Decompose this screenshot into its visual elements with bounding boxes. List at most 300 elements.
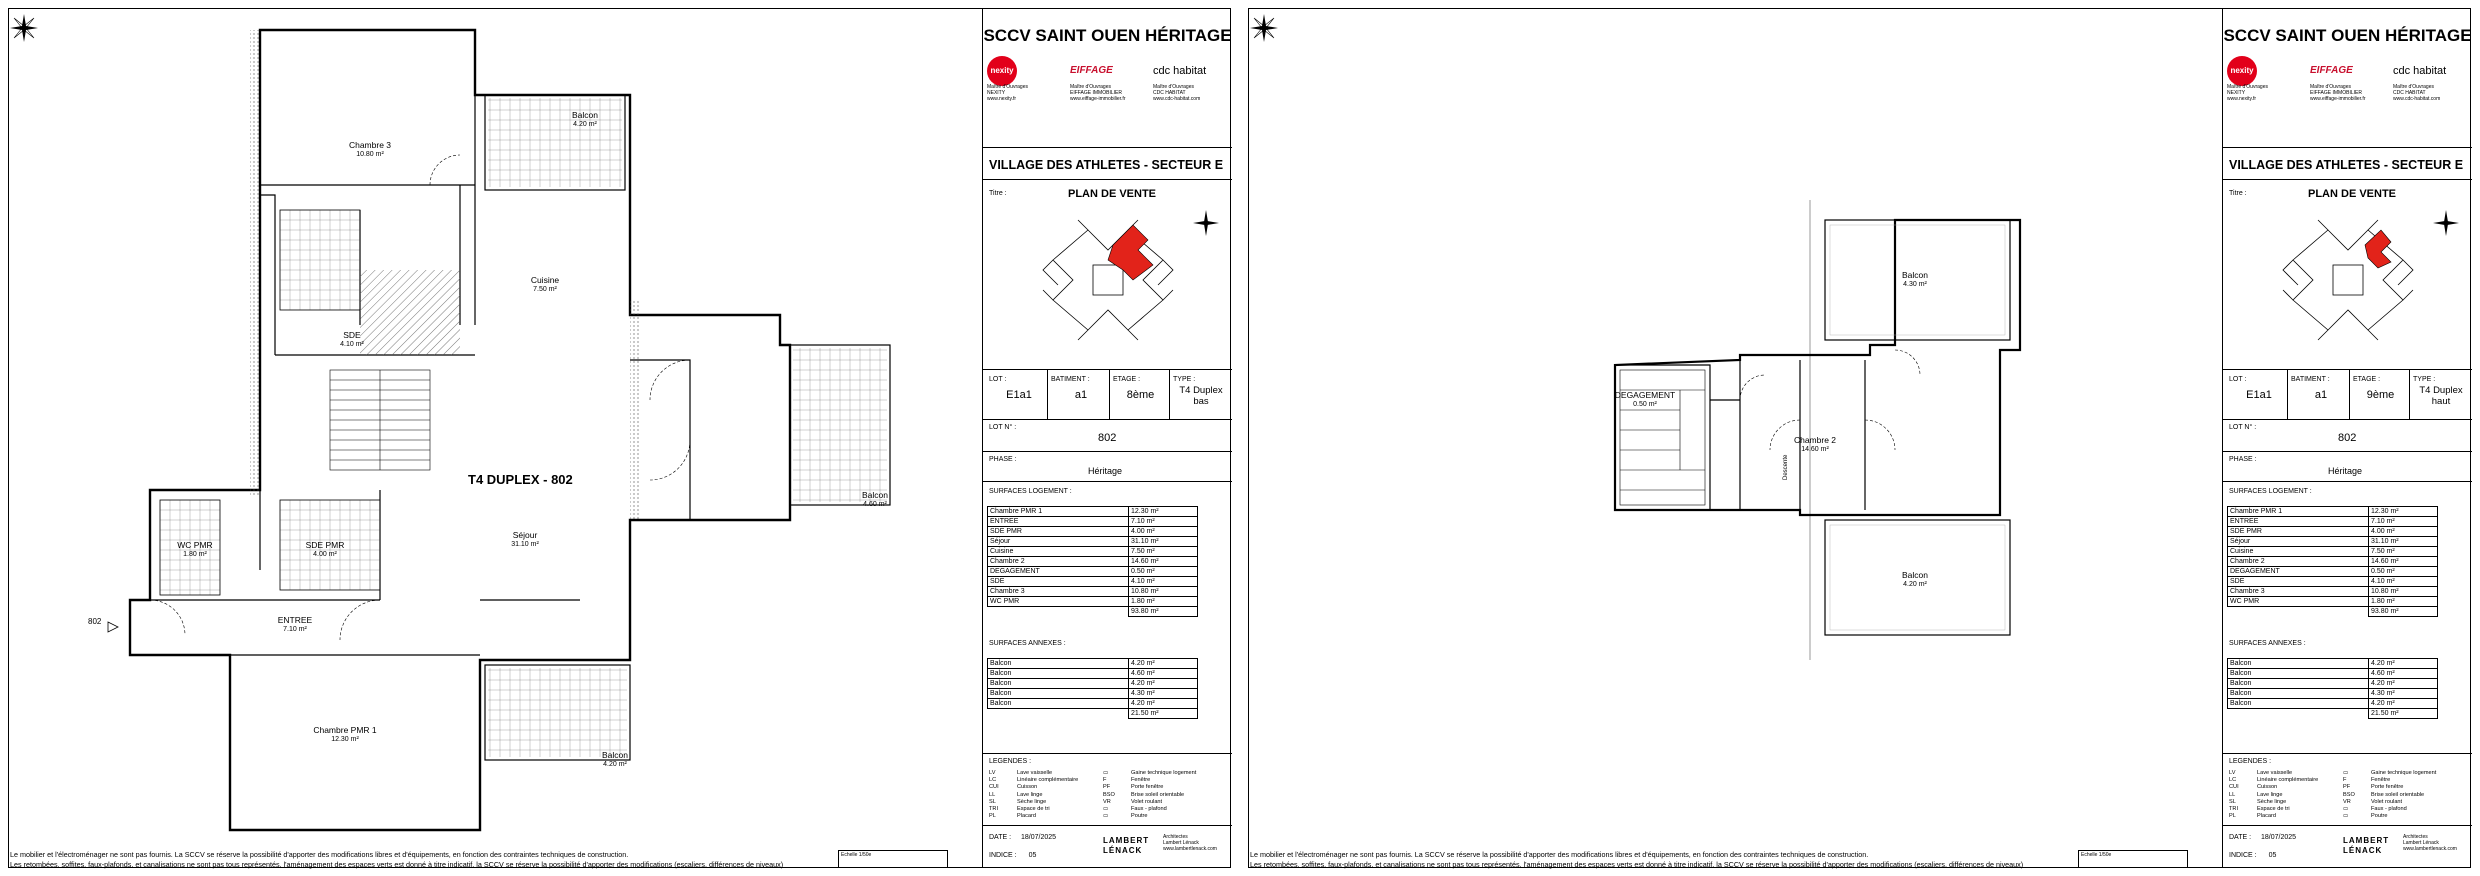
etage-label: ETAGE :	[1113, 376, 1141, 383]
annex-row	[988, 679, 1198, 689]
etage-value: 9ème	[2366, 389, 2395, 401]
annex-name: Balcon	[2228, 699, 2369, 709]
room-label	[1875, 270, 1955, 290]
surface-row	[2228, 517, 2438, 527]
surface-name: ENTREE	[2228, 517, 2369, 527]
room-area: 12.30 m²	[331, 736, 359, 743]
annex-row	[988, 689, 1198, 699]
legend-key: ▭	[2343, 770, 2349, 776]
legend-value: Gaine technique logement	[2371, 770, 2437, 776]
legend-key: BSO	[1103, 791, 1115, 798]
room-name: WC PMR	[177, 540, 213, 550]
legend-body	[989, 770, 1211, 820]
legend-key: LL	[989, 791, 996, 798]
titre-value: PLAN DE VENTE	[1068, 188, 1157, 200]
surface-area: 4.00 m²	[2369, 527, 2438, 537]
surfaces-table	[2227, 506, 2438, 617]
phase-label: PHASE :	[2229, 456, 2257, 463]
phase-label: PHASE :	[989, 456, 1017, 463]
lot-field	[989, 376, 1049, 401]
surface-area: 14.60 m²	[1129, 557, 1198, 567]
annex-row	[2228, 679, 2438, 689]
surface-area: 31.10 m²	[2369, 537, 2438, 547]
surfaces-section	[2223, 482, 2472, 754]
room-name: Balcon	[602, 750, 628, 760]
lot-label: LOT :	[989, 376, 1007, 383]
stair-label: Descente	[1783, 454, 1789, 480]
annex-total-row	[988, 709, 1198, 719]
type-field	[1173, 376, 1229, 407]
annex-row	[2228, 669, 2438, 679]
annex-name: Balcon	[988, 679, 1129, 689]
logo-caption: www.cdc-habitat.com	[2393, 96, 2441, 102]
annex-area: 4.20 m²	[1129, 679, 1198, 689]
surface-name: Chambre 3	[2228, 587, 2369, 597]
surfaces-label: SURFACES LOGEMENT :	[2229, 488, 2312, 495]
surface-row	[2228, 577, 2438, 587]
eiffage-mark: EIFFAGE	[1070, 65, 1113, 76]
annex-row	[2228, 699, 2438, 709]
legend-value: Poutre	[1131, 813, 1148, 820]
nexity-logo	[2227, 58, 2302, 102]
annex-name: Balcon	[2228, 679, 2369, 689]
legend-value: Sèche linge	[2257, 798, 2287, 805]
surface-name: DEGAGEMENT	[988, 567, 1129, 577]
surface-row	[2228, 567, 2438, 577]
cdc-habitat-logo	[1153, 58, 1228, 102]
batiment-field	[1051, 376, 1111, 401]
legend-key: PL	[989, 813, 996, 820]
annex-name: Balcon	[2228, 669, 2369, 679]
logo-caption: Maître d'Ouvrages	[2227, 84, 2268, 90]
nexity-mark: nexity	[2227, 56, 2257, 86]
annex-area: 4.30 m²	[1129, 689, 1198, 699]
room-area: 4.30 m²	[1903, 281, 1927, 288]
cdc-habitat-logo	[2393, 58, 2468, 102]
room-name: ENTREE	[277, 615, 313, 625]
legend-key: SL	[989, 798, 996, 805]
annex-name: Balcon	[988, 699, 1129, 709]
legend-value: Faux - plafond	[1131, 806, 1167, 813]
room-label	[155, 540, 235, 560]
surface-area: 10.80 m²	[1129, 587, 1198, 597]
architect-caption	[1163, 834, 1217, 852]
room-area: 1.80 m²	[183, 551, 207, 558]
legend-value: Faux - plafond	[2371, 806, 2407, 813]
client-section	[983, 8, 1232, 148]
legend-value: Lave vaisselle	[1017, 770, 1053, 776]
footer-note-line-1: Le mobilier et l'électroménager ne sont pas fournis. La SCCV se réserve la possibilité d'apporter des modifications libres et d'équipements, en fonction des contraintes techniques de construction.	[10, 850, 629, 859]
surface-name: Chambre 2	[2228, 557, 2369, 567]
date-label: DATE :	[2229, 834, 2252, 841]
plan-title: T4 DUPLEX - 802	[468, 472, 573, 487]
legend-key: VR	[1103, 798, 1111, 805]
surface-area: 0.50 m²	[1129, 567, 1198, 577]
room-label	[505, 275, 585, 295]
eiffage-mark: EIFFAGE	[2310, 65, 2353, 76]
room-name: Séjour	[512, 530, 538, 540]
annex-total: 21.50 m²	[2369, 709, 2438, 719]
annex-name: Balcon	[988, 659, 1129, 669]
annex-row	[988, 699, 1198, 709]
etage-label: ETAGE :	[2353, 376, 2381, 383]
architect-caption-line: www.lambertlenack.com	[2403, 846, 2457, 852]
legend-value: Brise soleil orientable	[1131, 791, 1185, 798]
legend-value: Volet roulant	[2371, 798, 2403, 805]
phase-value: Héritage	[2328, 466, 2363, 476]
annex-area: 4.60 m²	[2369, 669, 2438, 679]
surface-row	[2228, 597, 2438, 607]
surface-row	[2228, 537, 2438, 547]
room-area: 4.20 m²	[573, 121, 597, 128]
room-area: 4.60 m²	[863, 501, 887, 508]
room-name: SDE PMR	[305, 540, 345, 550]
batiment-label: BATIMENT :	[2291, 376, 2330, 383]
legend-key: LL	[2229, 791, 2236, 798]
architect-caption	[2403, 834, 2457, 852]
room-label	[1775, 435, 1855, 455]
surface-area: 0.50 m²	[2369, 567, 2438, 577]
type-value: T4 Duplex haut	[2419, 385, 2463, 407]
surface-area: 1.80 m²	[2369, 597, 2438, 607]
phase-section	[2223, 452, 2472, 482]
floor-plan-drawing	[0, 0, 980, 860]
legend-key: ▭	[1103, 770, 1109, 776]
legend-key: SL	[2229, 798, 2236, 805]
surface-total-row	[988, 607, 1198, 617]
surface-row	[2228, 557, 2438, 567]
logos-row	[2223, 58, 2472, 102]
architect-caption-line: Lambert Lénack	[1163, 840, 1199, 846]
surface-name: ENTREE	[988, 517, 1129, 527]
annex-row	[988, 659, 1198, 669]
legend-key: TRI	[989, 806, 999, 813]
surface-area: 4.00 m²	[1129, 527, 1198, 537]
surface-area: 14.60 m²	[2369, 557, 2438, 567]
logo-caption: Maître d'Ouvrages	[987, 84, 1028, 90]
annex-area: 4.20 m²	[2369, 679, 2438, 689]
architect-logo: LAMBERT LÉNACK	[1103, 836, 1150, 855]
keyplan-compass-icon	[2433, 210, 2459, 236]
logo-caption: www.nexity.fr	[987, 96, 1017, 102]
surface-name: WC PMR	[988, 597, 1129, 607]
surface-area: 10.80 m²	[2369, 587, 2438, 597]
surface-name: SDE PMR	[988, 527, 1129, 537]
logo-caption: Maître d'Ouvrages	[1153, 84, 1194, 90]
surface-row	[988, 527, 1198, 537]
surface-name: SDE	[988, 577, 1129, 587]
scale-label: Echelle 1/50e	[841, 852, 872, 858]
titre-label: Titre :	[2229, 190, 2247, 197]
programme-title: VILLAGE DES ATHLETES - SECTEUR E	[989, 158, 1224, 172]
annex-area: 4.20 m²	[2369, 699, 2438, 709]
surface-name: Chambre 2	[988, 557, 1129, 567]
date-value: 18/07/2025	[2261, 834, 2297, 841]
surface-area: 7.50 m²	[1129, 547, 1198, 557]
footer-notes	[1250, 850, 2070, 870]
legend-value: Cuisson	[2257, 784, 2278, 791]
room-area: 7.50 m²	[533, 286, 557, 293]
type-label: TYPE :	[2413, 376, 2436, 383]
annex-name: Balcon	[2228, 689, 2369, 699]
cdc-mark: cdc habitat	[1153, 65, 1207, 77]
phase-value: Héritage	[1088, 466, 1123, 476]
annex-total-row	[2228, 709, 2438, 719]
room-label	[330, 140, 410, 160]
legendes-label: LEGENDES :	[989, 758, 1032, 765]
room-area: 4.00 m²	[313, 551, 337, 558]
logo-caption: Maître d'Ouvrages	[2393, 84, 2434, 90]
legend-value: Porte fenêtre	[1131, 784, 1164, 791]
surface-row	[988, 557, 1198, 567]
building-keyplan	[1033, 210, 1183, 350]
lot-label: LOT :	[2229, 376, 2247, 383]
room-name: Balcon	[1902, 570, 1928, 580]
legend-value: Porte fenêtre	[2371, 784, 2404, 791]
logos-row	[983, 58, 1232, 102]
surface-row	[2228, 587, 2438, 597]
legend-value: Espace de tri	[2257, 806, 2290, 813]
nexity-mark: nexity	[987, 56, 1017, 86]
room-label	[835, 490, 915, 510]
surfaces-table	[987, 506, 1198, 617]
legend-key: F	[1103, 777, 1107, 784]
surface-total: 93.80 m²	[1129, 607, 1198, 617]
legend-value: Placard	[2257, 813, 2276, 820]
logo-caption: CDC HABITAT	[1153, 90, 1186, 96]
annex-name: Balcon	[988, 669, 1129, 679]
room-name: SDE	[343, 330, 361, 340]
legend-value: Fenêtre	[2371, 777, 2391, 784]
surface-area: 12.30 m²	[2369, 507, 2438, 517]
lot-field	[2229, 376, 2289, 401]
lotno-label: LOT N° :	[989, 424, 1017, 431]
legend-value: Sèche linge	[1017, 798, 1047, 805]
legend-key: LC	[2229, 777, 2237, 784]
surface-row	[988, 567, 1198, 577]
annex-area: 4.30 m²	[2369, 689, 2438, 699]
date-section	[983, 826, 1232, 868]
room-label	[312, 330, 392, 350]
surface-area: 4.10 m²	[1129, 577, 1198, 587]
room-area: 10.80 m²	[356, 151, 384, 158]
surface-row	[988, 507, 1198, 517]
logo-caption: Maître d'Ouvrages	[2310, 84, 2351, 90]
architect-caption-line: Architectes	[2403, 834, 2428, 840]
annex-total: 21.50 m²	[1129, 709, 1198, 719]
annex-row	[2228, 689, 2438, 699]
room-name: DEGAGEMENT	[1614, 390, 1676, 400]
lotno-section	[2223, 420, 2472, 452]
indice-label: INDICE :	[989, 852, 1017, 859]
architect-caption-line: Architectes	[1163, 834, 1188, 840]
logo-caption: Maître d'Ouvrages	[1070, 84, 1111, 90]
surface-name: Chambre PMR 1	[988, 507, 1129, 517]
footer-note-line-2: Les retombées, soffites, faux-plafonds, et canalisations ne sont pas tous représentés, l'aménagement des espaces verts est donné à titre indicatif, la SCCV se réserve la possibilité d'apporter des modifications (escaliers, différences de niveaux)	[1250, 860, 2024, 869]
surface-area: 4.10 m²	[2369, 577, 2438, 587]
type-value: T4 Duplex bas	[1179, 385, 1223, 407]
surface-name: SDE PMR	[2228, 527, 2369, 537]
legend-section	[983, 754, 1232, 826]
etage-field	[2353, 376, 2408, 401]
phase-section	[983, 452, 1232, 482]
logo-caption: www.eiffage-immobilier.fr	[2310, 96, 2366, 102]
surface-row	[988, 547, 1198, 557]
building-keyplan	[2273, 210, 2423, 350]
room-name: Balcon	[572, 110, 598, 120]
surfaces-section	[983, 482, 1232, 754]
legend-key: BSO	[2343, 791, 2355, 798]
lotno-label: LOT N° :	[2229, 424, 2257, 431]
scale-bar	[2078, 850, 2188, 868]
logo-caption: NEXITY	[987, 90, 1006, 96]
surface-row	[988, 587, 1198, 597]
surface-row	[988, 517, 1198, 527]
surface-row	[2228, 527, 2438, 537]
legend-key: PF	[1103, 784, 1111, 791]
legend-key: ▭	[2343, 813, 2349, 820]
client-name: SCCV SAINT OUEN HÉRITAGE	[983, 26, 1232, 45]
logo-caption: www.cdc-habitat.com	[1153, 96, 1201, 102]
plan-title-section	[983, 180, 1232, 370]
legend-section	[2223, 754, 2472, 826]
logo-caption: EIFFAGE IMMOBILIER	[1070, 90, 1122, 96]
room-label	[1605, 390, 1685, 410]
surface-area: 31.10 m²	[1129, 537, 1198, 547]
lot-value: E1a1	[2246, 389, 2272, 401]
surface-area: 7.50 m²	[2369, 547, 2438, 557]
titre-label: Titre :	[989, 190, 1007, 197]
plan-title-section	[2223, 180, 2472, 370]
legend-key: ▭	[2343, 806, 2349, 813]
legend-value: Volet roulant	[1131, 798, 1163, 805]
room-name: Balcon	[1902, 270, 1928, 280]
date-label: DATE :	[989, 834, 1012, 841]
surface-name: Cuisine	[988, 547, 1129, 557]
surface-row	[2228, 547, 2438, 557]
surface-name: SDE	[2228, 577, 2369, 587]
annexes-table	[987, 658, 1198, 719]
lot-value: E1a1	[1006, 389, 1032, 401]
room-name: Chambre PMR 1	[313, 725, 377, 735]
room-area: 31.10 m²	[511, 541, 539, 548]
titre-value: PLAN DE VENTE	[2308, 188, 2397, 200]
legend-key: ▭	[1103, 813, 1109, 820]
batiment-value: a1	[2314, 389, 2328, 401]
annex-area: 4.20 m²	[1129, 699, 1198, 709]
programme-title: VILLAGE DES ATHLETES - SECTEUR E	[2229, 158, 2464, 172]
legend-value: Brise soleil orientable	[2371, 791, 2425, 798]
batiment-label: BATIMENT :	[1051, 376, 1090, 383]
programme-section	[2223, 148, 2472, 180]
annex-name: Balcon	[2228, 659, 2369, 669]
annex-area: 4.60 m²	[1129, 669, 1198, 679]
logo-caption: www.eiffage-immobilier.fr	[1070, 96, 1126, 102]
lotno-value: 802	[1098, 432, 1117, 444]
scale-label: Echelle 1/50e	[2081, 852, 2112, 858]
legend-value: Espace de tri	[1017, 806, 1050, 813]
annex-area: 4.20 m²	[1129, 659, 1198, 669]
room-label	[285, 540, 365, 560]
annexes-table	[2227, 658, 2438, 719]
room-area: 4.10 m²	[340, 341, 364, 348]
room-name: Chambre 3	[348, 140, 392, 150]
room-name: Cuisine	[530, 275, 560, 285]
legend-value: Gaine technique logement	[1131, 770, 1197, 776]
indice-value: 05	[1028, 852, 1037, 859]
legend-key: LV	[2229, 770, 2236, 776]
surfaces-label: SURFACES LOGEMENT :	[989, 488, 1072, 495]
lotno-section	[983, 420, 1232, 452]
logo-caption: CDC HABITAT	[2393, 90, 2426, 96]
room-area: 4.20 m²	[603, 761, 627, 768]
title-block	[2222, 8, 2471, 868]
plan-sheet-9eme	[1240, 0, 2480, 876]
room-label	[305, 725, 385, 745]
etage-field	[1113, 376, 1168, 401]
legendes-label: LEGENDES :	[2229, 758, 2272, 765]
surface-name: Séjour	[2228, 537, 2369, 547]
architect-logo: LAMBERT LÉNACK	[2343, 836, 2390, 855]
annex-name: Balcon	[988, 689, 1129, 699]
etage-value: 8ème	[1126, 389, 1155, 401]
room-name: Balcon	[862, 490, 888, 500]
surface-area: 1.80 m²	[1129, 597, 1198, 607]
batiment-field	[2291, 376, 2351, 401]
room-area: 4.20 m²	[1903, 581, 1927, 588]
surface-area: 12.30 m²	[1129, 507, 1198, 517]
surface-name: DEGAGEMENT	[2228, 567, 2369, 577]
surface-name: Chambre PMR 1	[2228, 507, 2369, 517]
legend-key: ▭	[1103, 806, 1109, 813]
date-section	[2223, 826, 2472, 868]
annexes-label: SURFACES ANNEXES :	[2229, 640, 2306, 647]
surface-name: WC PMR	[2228, 597, 2369, 607]
room-label	[545, 110, 625, 130]
entry-lot-marker: 802	[88, 617, 102, 626]
batiment-value: a1	[1074, 389, 1088, 401]
logo-caption: www.nexity.fr	[2227, 96, 2257, 102]
room-label	[255, 615, 335, 635]
title-block	[982, 8, 1231, 868]
legend-key: CUI	[2229, 784, 2239, 791]
legend-key: TRI	[2229, 806, 2239, 813]
floor-plan-drawing	[1240, 0, 2220, 860]
type-label: TYPE :	[1173, 376, 1196, 383]
room-label	[575, 750, 655, 770]
eiffage-logo	[2310, 58, 2385, 102]
room-name: Chambre 2	[1793, 435, 1837, 445]
surface-name: Cuisine	[2228, 547, 2369, 557]
room-area: 7.10 m²	[283, 626, 307, 633]
architect-caption-line: www.lambertlenack.com	[1163, 846, 1217, 852]
logo-caption: NEXITY	[2227, 90, 2246, 96]
legend-value: Placard	[1017, 813, 1036, 820]
legend-body	[2229, 770, 2451, 820]
client-name: SCCV SAINT OUEN HÉRITAGE	[2223, 26, 2472, 45]
surface-row	[2228, 507, 2438, 517]
indice-label: INDICE :	[2229, 852, 2257, 859]
legend-key: LV	[989, 770, 996, 776]
surface-row	[988, 597, 1198, 607]
scale-bar	[838, 850, 948, 868]
architect-caption-line: Lambert Lénack	[2403, 840, 2439, 846]
surface-name: Chambre 3	[988, 587, 1129, 597]
annexes-label: SURFACES ANNEXES :	[989, 640, 1066, 647]
lot-section	[983, 370, 1232, 420]
client-section	[2223, 8, 2472, 148]
room-label	[1875, 570, 1955, 590]
